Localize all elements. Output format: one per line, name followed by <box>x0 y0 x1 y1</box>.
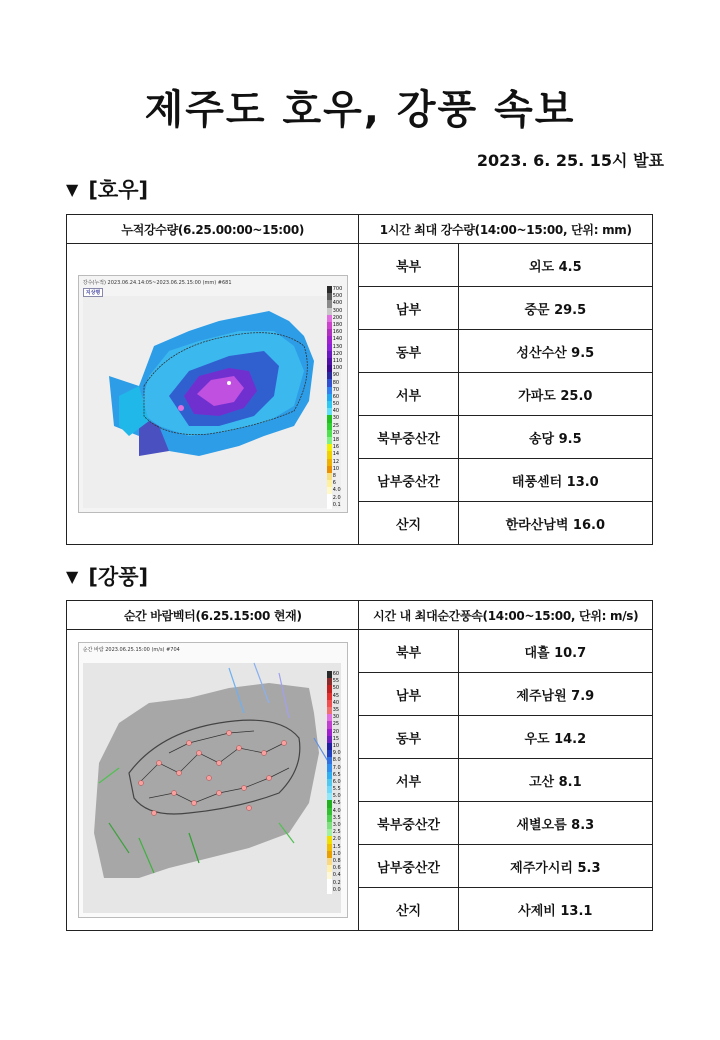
wind-legend-item <box>327 836 345 843</box>
wind-legend-item <box>327 786 345 793</box>
wind-legend-swatch <box>327 800 332 807</box>
rain-legend-item <box>327 372 345 379</box>
rain-legend-item <box>327 415 345 422</box>
rain-legend-label: 16 <box>332 444 340 451</box>
wind-legend-swatch <box>327 858 332 865</box>
wind-legend-item <box>327 858 345 865</box>
wind-legend-swatch <box>327 844 332 851</box>
rain-value-0: 외도 4.5 <box>458 244 652 287</box>
wind-legend-swatch <box>327 729 332 736</box>
wind-legend-label: 1.5 <box>332 843 341 850</box>
wind-legend-label: 3.5 <box>332 814 341 821</box>
rain-legend-swatch <box>327 336 332 343</box>
wind-legend-item <box>327 879 345 886</box>
triangle-down-icon: ▼ <box>66 567 79 586</box>
rain-legend-label: 500 <box>332 293 343 300</box>
wind-legend-item <box>327 800 345 807</box>
rain-map-caption: 강수(누적) 2023.06.24.14:05~2023.06.25.15:00 (mm) #681 <box>82 280 232 286</box>
rain-legend-label: 130 <box>332 343 343 350</box>
wind-legend-label: 30 <box>332 714 340 721</box>
rain-legend-swatch <box>327 480 332 487</box>
rain-legend-item <box>327 387 345 394</box>
rain-table-header: 1시간 최대 강수량(14:00~15:00, 단위: mm) <box>359 215 653 244</box>
rain-legend-swatch <box>327 408 332 415</box>
wind-legend-item <box>327 772 345 779</box>
wind-legend-swatch <box>327 829 332 836</box>
wind-legend-label: 0.4 <box>332 872 341 879</box>
wind-region-2: 동부 <box>359 716 458 759</box>
rain-value-4: 송당 9.5 <box>458 416 652 459</box>
rain-map-tag: 지상명 <box>83 288 104 297</box>
wind-legend-label: 1.0 <box>332 850 341 857</box>
wind-legend-item <box>327 757 345 764</box>
rain-legend-label: 6 <box>332 480 336 487</box>
wind-legend-item <box>327 822 345 829</box>
rain-legend-item <box>327 459 345 466</box>
wind-legend-swatch <box>327 822 332 829</box>
rain-legend-swatch <box>327 502 332 509</box>
rain-region-3: 서부 <box>359 373 458 416</box>
rain-legend-swatch <box>327 351 332 358</box>
wind-legend-label: 15 <box>332 735 340 742</box>
wind-value-2: 우도 14.2 <box>458 716 652 759</box>
wind-legend-swatch <box>327 671 332 678</box>
wind-region-6: 산지 <box>359 888 458 931</box>
wind-legend-label: 4.5 <box>332 800 341 807</box>
rain-legend-label: 70 <box>332 386 340 393</box>
wind-legend-swatch <box>327 757 332 764</box>
rain-legend-swatch <box>327 494 332 501</box>
wind-legend-swatch <box>327 793 332 800</box>
rain-legend-swatch <box>327 387 332 394</box>
rain-legend-swatch <box>327 358 332 365</box>
wind-legend-label: 40 <box>332 699 340 706</box>
wind-value-1: 제주남원 7.9 <box>458 673 652 716</box>
wind-legend-item <box>327 714 345 721</box>
wind-legend-swatch <box>327 808 332 815</box>
rain-legend-item <box>327 365 345 372</box>
wind-legend-swatch <box>327 865 332 872</box>
rain-legend-label: 100 <box>332 365 343 372</box>
rain-legend-item <box>327 286 345 293</box>
rain-legend-item <box>327 358 345 365</box>
wind-legend-item <box>327 678 345 685</box>
wind-legend-label: 0.6 <box>332 865 341 872</box>
rain-legend-swatch <box>327 365 332 372</box>
rain-legend-label: 140 <box>332 336 343 343</box>
rain-legend-label: 10 <box>332 465 340 472</box>
rain-region-2: 동부 <box>359 330 458 373</box>
wind-legend-item <box>327 844 345 851</box>
wind-legend-label: 6.5 <box>332 771 341 778</box>
rain-region-1: 남부 <box>359 287 458 330</box>
rain-legend-label: 400 <box>332 300 343 307</box>
rain-legend-label: 60 <box>332 393 340 400</box>
wind-legend-swatch <box>327 678 332 685</box>
wind-legend-label: 9.0 <box>332 750 341 757</box>
rain-legend-label: 90 <box>332 372 340 379</box>
rain-legend-swatch <box>327 372 332 379</box>
rain-table <box>66 214 653 545</box>
wind-legend-item <box>327 887 345 894</box>
wind-legend-swatch <box>327 764 332 771</box>
rain-legend-swatch <box>327 308 332 315</box>
rain-map <box>78 275 348 513</box>
rain-map-header: 누적강수량(6.25.00:00~15:00) <box>67 215 359 244</box>
rain-legend-item <box>327 487 345 494</box>
rain-legend-swatch <box>327 379 332 386</box>
rain-legend-item <box>327 423 345 430</box>
rain-region-0: 북부 <box>359 244 458 287</box>
rain-legend-item <box>327 336 345 343</box>
wind-legend-swatch <box>327 721 332 728</box>
rain-legend-label: 180 <box>332 322 343 329</box>
rain-region-4: 북부중산간 <box>359 416 458 459</box>
rain-legend-label: 120 <box>332 350 343 357</box>
rain-map-cell <box>67 244 359 545</box>
rain-legend-item <box>327 293 345 300</box>
wind-legend-label: 55 <box>332 678 340 685</box>
rain-legend-item <box>327 430 345 437</box>
wind-legend-label: 0.0 <box>332 886 341 893</box>
rain-legend-label: 160 <box>332 329 343 336</box>
wind-legend-label: 3.0 <box>332 822 341 829</box>
wind-map-caption: 순간 바람 2023.06.25.15:00 (m/s) #704 <box>82 647 180 653</box>
rain-legend-item <box>327 315 345 322</box>
rain-legend-swatch <box>327 459 332 466</box>
wind-value-6: 사제비 13.1 <box>458 888 652 931</box>
wind-legend <box>327 671 345 894</box>
rain-legend-label: 80 <box>332 379 340 386</box>
wind-value-5: 제주가시리 5.3 <box>458 845 652 888</box>
rain-section-heading <box>66 174 148 204</box>
wind-legend-swatch <box>327 750 332 757</box>
triangle-down-icon: ▼ <box>66 180 79 199</box>
rain-legend-swatch <box>327 430 332 437</box>
rain-legend-item <box>327 408 345 415</box>
rain-legend-swatch <box>327 415 332 422</box>
wind-legend-swatch <box>327 707 332 714</box>
wind-legend-label: 45 <box>332 692 340 699</box>
wind-legend-item <box>327 743 345 750</box>
wind-region-5: 남부중산간 <box>359 845 458 888</box>
wind-legend-item <box>327 729 345 736</box>
wind-legend-label: 6.0 <box>332 778 341 785</box>
rain-legend-label: 8 <box>332 472 336 479</box>
wind-legend-label: 60 <box>332 671 340 678</box>
wind-legend-item <box>327 671 345 678</box>
wind-legend-label: 0.2 <box>332 879 341 886</box>
rain-map-image <box>79 276 347 512</box>
rain-legend-swatch <box>327 444 332 451</box>
wind-legend-swatch <box>327 836 332 843</box>
wind-legend-swatch <box>327 815 332 822</box>
wind-legend-item <box>327 815 345 822</box>
rain-legend-swatch <box>327 473 332 480</box>
rain-legend-label: 18 <box>332 437 340 444</box>
wind-legend-label: 50 <box>332 685 340 692</box>
wind-legend-label: 5.5 <box>332 786 341 793</box>
wind-legend-item <box>327 793 345 800</box>
wind-legend-swatch <box>327 879 332 886</box>
rain-legend-label: 30 <box>332 415 340 422</box>
wind-table-header: 시간 내 최대순간풍속(14:00~15:00, 단위: m/s) <box>359 601 653 630</box>
rain-legend-label: 700 <box>332 286 343 293</box>
rain-legend-item <box>327 451 345 458</box>
rain-legend-label: 200 <box>332 314 343 321</box>
rain-legend-item <box>327 300 345 307</box>
rain-legend-swatch <box>327 466 332 473</box>
rain-legend-item <box>327 437 345 444</box>
wind-legend-label: 4.0 <box>332 807 341 814</box>
wind-legend-swatch <box>327 736 332 743</box>
rain-legend-label: 25 <box>332 422 340 429</box>
wind-legend-label: 10 <box>332 742 340 749</box>
wind-legend-label: 0.8 <box>332 857 341 864</box>
wind-legend-item <box>327 721 345 728</box>
rain-legend-label: 20 <box>332 429 340 436</box>
rain-legend-swatch <box>327 344 332 351</box>
rain-section-label: [호우] <box>88 178 149 202</box>
rain-legend-label: 2.0 <box>332 494 341 501</box>
rain-value-5: 태풍센터 13.0 <box>458 459 652 502</box>
rain-legend-label: 0.1 <box>332 501 341 508</box>
rain-legend-item <box>327 480 345 487</box>
wind-section-heading <box>66 561 148 591</box>
wind-legend-label: 35 <box>332 707 340 714</box>
rain-legend-item <box>327 473 345 480</box>
wind-section-label: [강풍] <box>88 565 149 589</box>
wind-legend-swatch <box>327 779 332 786</box>
rain-legend-swatch <box>327 293 332 300</box>
rain-legend-swatch <box>327 451 332 458</box>
rain-legend-item <box>327 466 345 473</box>
rain-legend-item <box>327 308 345 315</box>
wind-map-cell <box>67 630 359 931</box>
wind-legend-swatch <box>327 700 332 707</box>
rain-legend-swatch <box>327 423 332 430</box>
rain-legend-label: 40 <box>332 408 340 415</box>
wind-legend-swatch <box>327 786 332 793</box>
wind-legend-item <box>327 872 345 879</box>
rain-value-6: 한라산남벽 16.0 <box>458 502 652 545</box>
rain-legend-item <box>327 379 345 386</box>
wind-value-4: 새별오름 8.3 <box>458 802 652 845</box>
wind-legend-label: 2.0 <box>332 836 341 843</box>
rain-region-5: 남부중산간 <box>359 459 458 502</box>
rain-legend-swatch <box>327 286 332 293</box>
wind-legend-label: 2.5 <box>332 829 341 836</box>
wind-region-0: 북부 <box>359 630 458 673</box>
wind-legend-item <box>327 750 345 757</box>
wind-legend-item <box>327 829 345 836</box>
wind-map-image <box>79 643 347 917</box>
rain-legend-label: 14 <box>332 451 340 458</box>
wind-legend-label: 7.0 <box>332 764 341 771</box>
wind-legend-swatch <box>327 887 332 894</box>
rain-legend-item <box>327 322 345 329</box>
wind-legend-item <box>327 851 345 858</box>
wind-region-3: 서부 <box>359 759 458 802</box>
wind-legend-label: 5.0 <box>332 793 341 800</box>
rain-legend-label: 12 <box>332 458 340 465</box>
wind-table <box>66 600 653 931</box>
wind-legend-label: 8.0 <box>332 757 341 764</box>
rain-legend-item <box>327 394 345 401</box>
wind-legend-swatch <box>327 743 332 750</box>
rain-region-6: 산지 <box>359 502 458 545</box>
wind-legend-item <box>327 764 345 771</box>
rain-legend-swatch <box>327 329 332 336</box>
wind-legend-label: 25 <box>332 721 340 728</box>
rain-value-3: 가파도 25.0 <box>458 373 652 416</box>
wind-map <box>78 642 348 918</box>
wind-legend-label: 20 <box>332 728 340 735</box>
rain-legend <box>327 286 345 509</box>
rain-legend-label: 4.0 <box>332 487 341 494</box>
wind-value-0: 대흘 10.7 <box>458 630 652 673</box>
wind-legend-swatch <box>327 714 332 721</box>
wind-legend-item <box>327 736 345 743</box>
wind-region-4: 북부중산간 <box>359 802 458 845</box>
wind-legend-item <box>327 865 345 872</box>
wind-legend-item <box>327 700 345 707</box>
rain-legend-item <box>327 444 345 451</box>
rain-legend-swatch <box>327 401 332 408</box>
rain-legend-swatch <box>327 437 332 444</box>
wind-value-3: 고산 8.1 <box>458 759 652 802</box>
rain-legend-swatch <box>327 487 332 494</box>
rain-legend-item <box>327 401 345 408</box>
page-title: 제주도 호우, 강풍 속보 <box>144 87 576 133</box>
rain-legend-item <box>327 494 345 501</box>
wind-map-header: 순간 바람벡터(6.25.15:00 현재) <box>67 601 359 630</box>
rain-legend-swatch <box>327 300 332 307</box>
rain-legend-item <box>327 329 345 336</box>
rain-value-1: 중문 29.5 <box>458 287 652 330</box>
wind-region-1: 남부 <box>359 673 458 716</box>
rain-legend-swatch <box>327 394 332 401</box>
rain-legend-label: 50 <box>332 401 340 408</box>
wind-legend-swatch <box>327 851 332 858</box>
wind-legend-swatch <box>327 872 332 879</box>
rain-legend-label: 300 <box>332 307 343 314</box>
wind-legend-item <box>327 707 345 714</box>
wind-legend-swatch <box>327 772 332 779</box>
wind-legend-item <box>327 808 345 815</box>
issued-date: 2023. 6. 25. 15시 발표 <box>476 151 664 170</box>
wind-legend-item <box>327 693 345 700</box>
wind-legend-item <box>327 685 345 692</box>
rain-legend-item <box>327 351 345 358</box>
wind-legend-item <box>327 779 345 786</box>
rain-legend-item <box>327 344 345 351</box>
rain-value-2: 성산수산 9.5 <box>458 330 652 373</box>
rain-legend-swatch <box>327 315 332 322</box>
wind-legend-swatch <box>327 693 332 700</box>
rain-legend-swatch <box>327 322 332 329</box>
wind-legend-swatch <box>327 685 332 692</box>
rain-legend-label: 110 <box>332 357 343 364</box>
rain-legend-item <box>327 502 345 509</box>
